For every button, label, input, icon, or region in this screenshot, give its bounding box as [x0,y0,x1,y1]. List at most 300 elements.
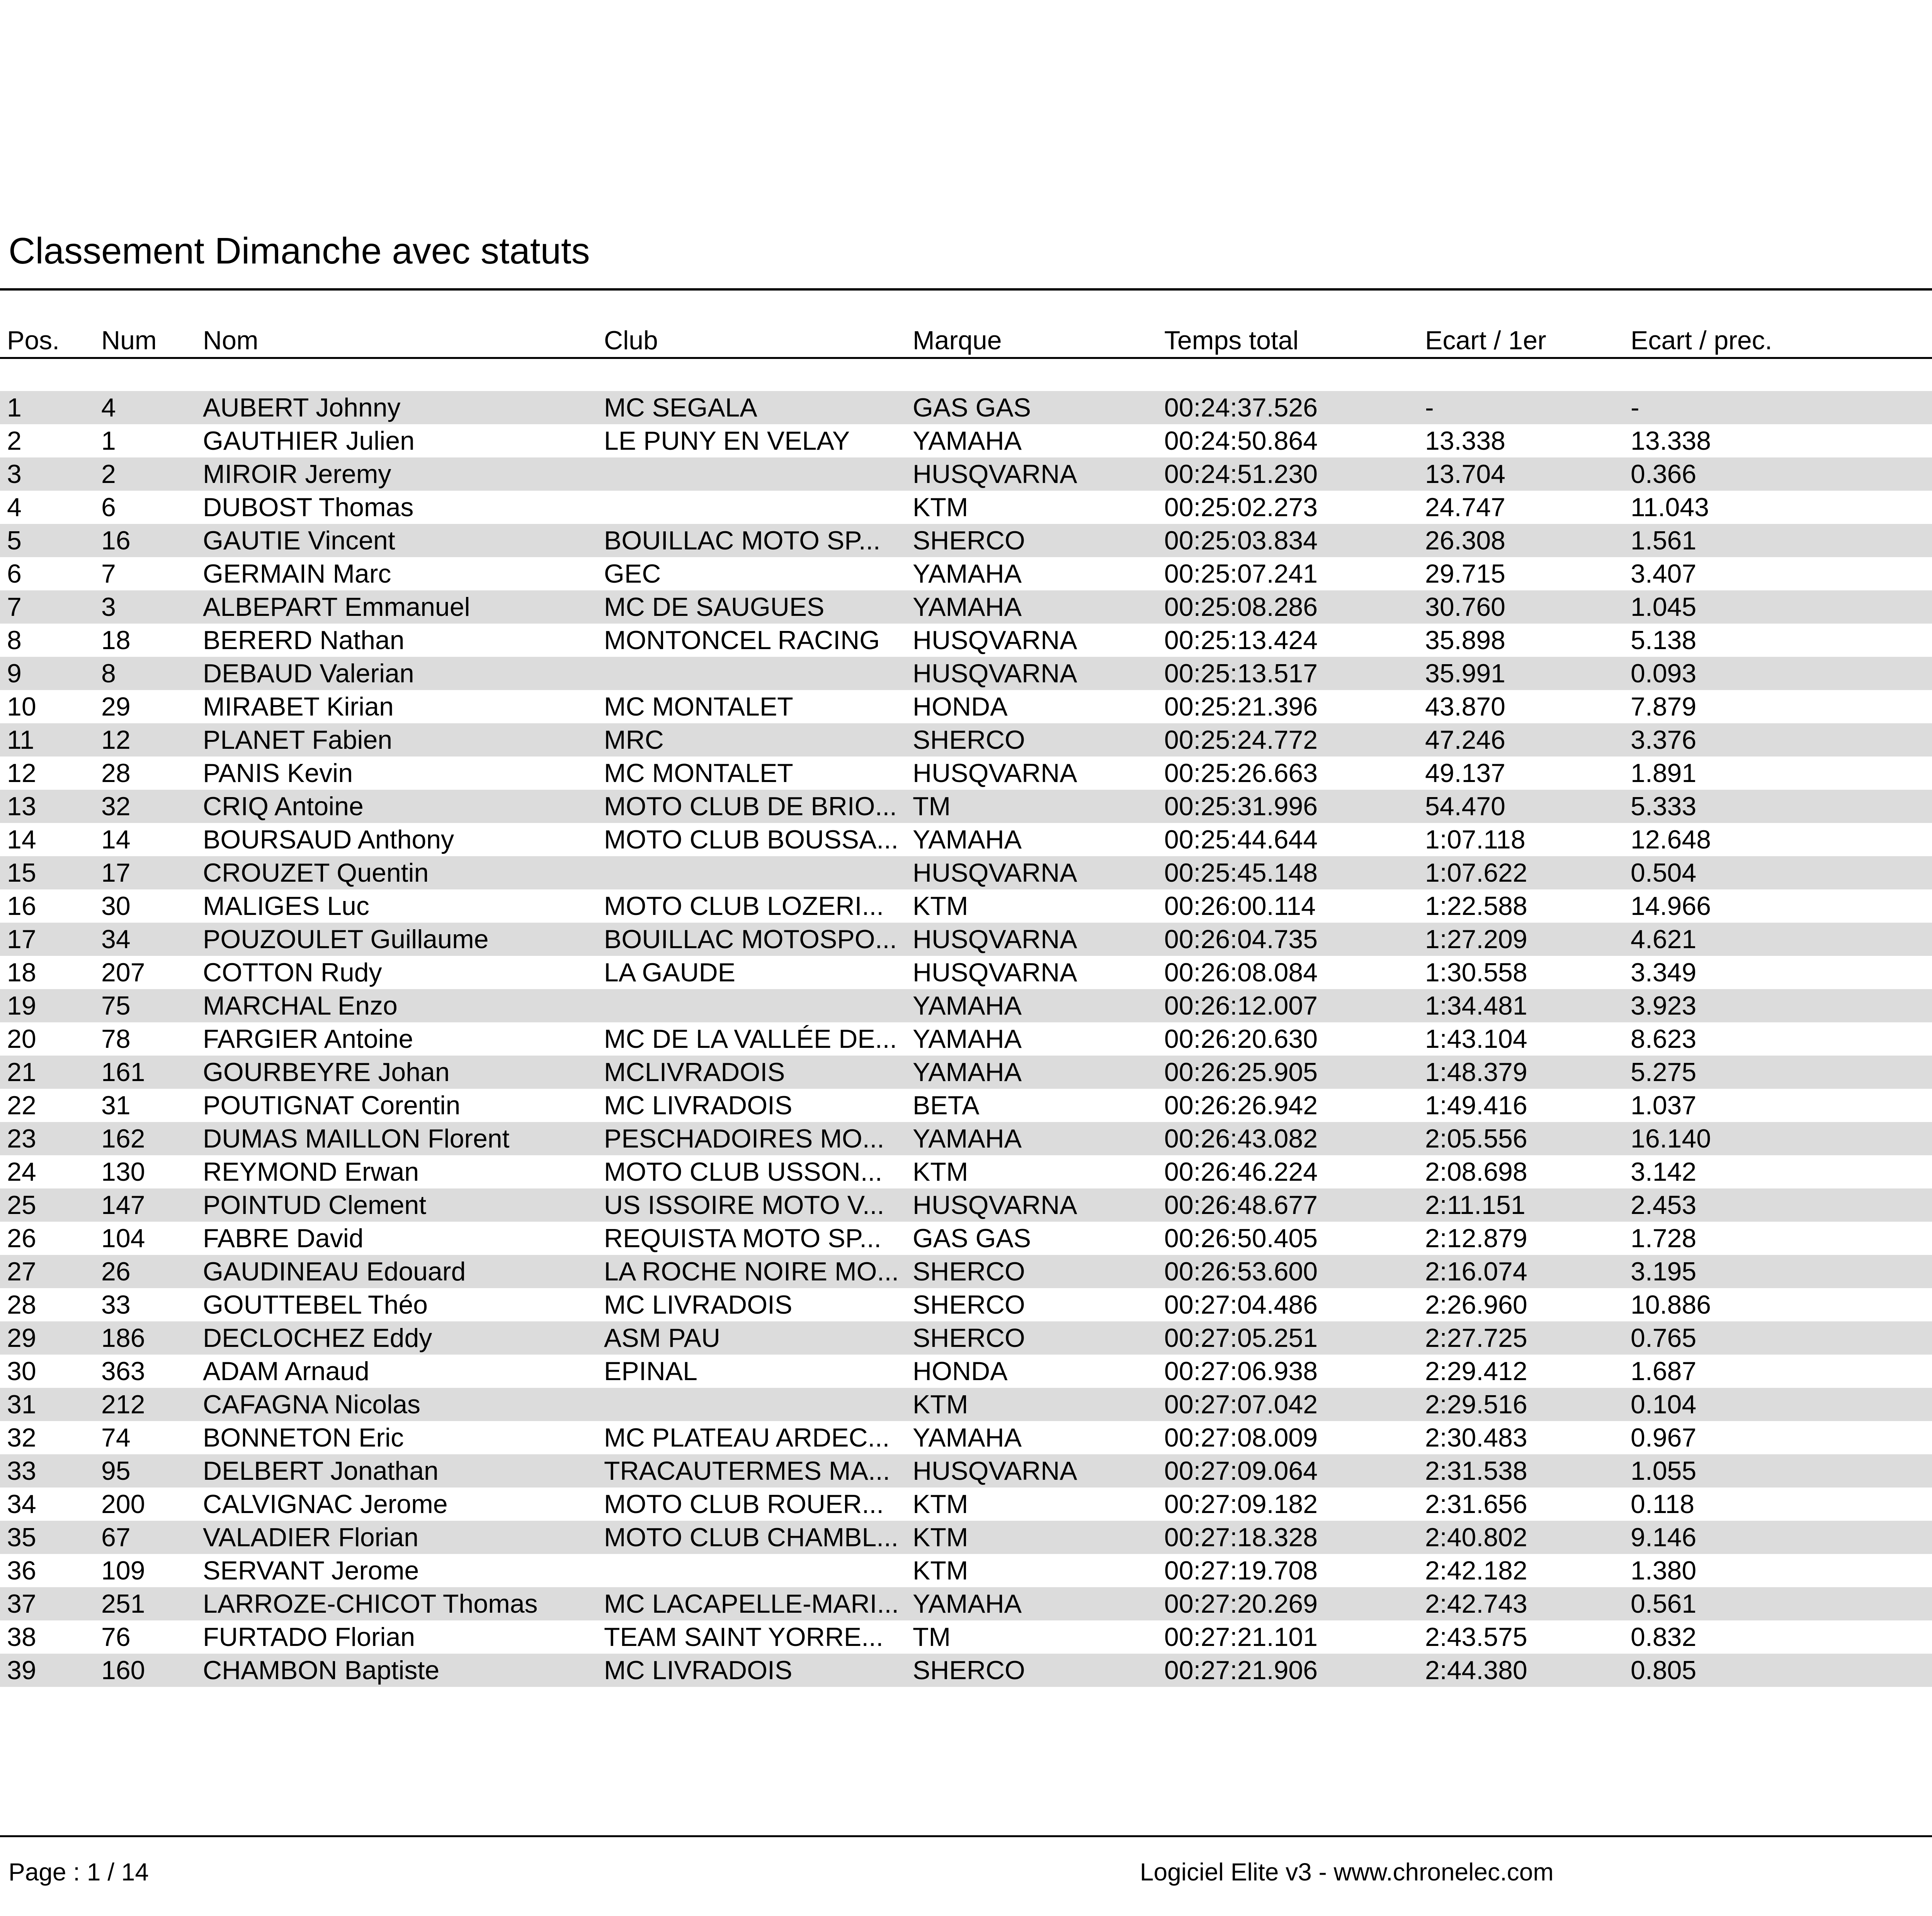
results-table [0,391,1932,1687]
table-row [0,1288,1932,1321]
cell-ecart-1er: 35.991 [1425,659,1505,688]
cell-ecart-1er: 2:30.483 [1425,1423,1527,1452]
cell-ecart-1er: 35.898 [1425,626,1505,655]
title-divider [0,288,1932,291]
cell-pos: 11 [7,725,34,755]
cell-pos: 39 [7,1656,36,1685]
cell-ecart-prec: 3.923 [1631,991,1697,1020]
cell-club: LA GAUDE [604,958,736,987]
cell-marque: YAMAHA [913,1589,1022,1618]
table-row [0,1222,1932,1255]
cell-pos: 7 [7,592,22,622]
cell-num: 147 [101,1190,145,1220]
cell-pos: 32 [7,1423,36,1452]
cell-pos: 13 [7,792,36,821]
cell-marque: KTM [913,1489,968,1519]
cell-temps-total: 00:27:21.101 [1164,1622,1318,1652]
cell-nom: FABRE David [203,1224,364,1253]
cell-ecart-1er: 24.747 [1425,493,1505,522]
cell-temps-total: 00:26:12.007 [1164,991,1318,1020]
cell-num: 26 [101,1257,131,1286]
cell-marque: HUSQVARNA [913,858,1077,887]
cell-club: BOUILLAC MOTOSPO... [604,925,897,954]
cell-pos: 36 [7,1556,36,1585]
cell-ecart-1er: 2:31.538 [1425,1456,1527,1486]
cell-marque: GAS GAS [913,393,1031,422]
page-number: Page : 1 / 14 [9,1858,149,1886]
cell-ecart-1er: 1:30.558 [1425,958,1527,987]
cell-nom: ADAM Arnaud [203,1357,369,1386]
cell-club: MC DE LA VALLÉE DE... [604,1024,897,1054]
cell-ecart-prec: 1.037 [1631,1091,1697,1120]
cell-club: MC MONTALET [604,692,793,721]
cell-nom: POINTUD Clement [203,1190,427,1220]
cell-club: MC LACAPELLE-MARI... [604,1589,899,1618]
table-row [0,723,1932,757]
cell-ecart-1er: 2:11.151 [1425,1190,1526,1220]
cell-pos: 10 [7,692,36,721]
cell-nom: PANIS Kevin [203,758,353,788]
cell-temps-total: 00:27:21.906 [1164,1656,1318,1685]
cell-temps-total: 00:27:04.486 [1164,1290,1318,1319]
cell-nom: CALVIGNAC Jerome [203,1489,448,1519]
table-row [0,491,1932,524]
cell-temps-total: 00:24:50.864 [1164,426,1318,456]
cell-ecart-prec: 1.891 [1631,758,1697,788]
table-row [0,657,1932,690]
table-row [0,524,1932,557]
cell-temps-total: 00:27:20.269 [1164,1589,1318,1618]
cell-ecart-1er: 26.308 [1425,526,1505,555]
cell-marque: HUSQVARNA [913,1190,1077,1220]
table-row [0,1155,1932,1188]
cell-ecart-1er: 1:49.416 [1425,1091,1527,1120]
table-row [0,823,1932,856]
cell-club: MCLIVRADOIS [604,1057,785,1087]
cell-nom: DEBAUD Valerian [203,659,414,688]
cell-club: MRC [604,725,664,755]
cell-ecart-prec: 0.366 [1631,459,1697,489]
cell-num: 207 [101,958,145,987]
cell-num: 1 [101,426,116,456]
cell-marque: GAS GAS [913,1224,1031,1253]
cell-pos: 30 [7,1357,36,1386]
table-row [0,1355,1932,1388]
cell-ecart-1er: 1:48.379 [1425,1057,1527,1087]
cell-num: 17 [101,858,131,887]
header-nom: Nom [203,326,259,355]
cell-club: US ISSOIRE MOTO V... [604,1190,884,1220]
cell-pos: 22 [7,1091,36,1120]
cell-marque: KTM [913,1523,968,1552]
cell-ecart-prec: 0.765 [1631,1323,1697,1353]
software-credit: Logiciel Elite v3 - www.chronelec.com [1140,1858,1554,1886]
cell-pos: 15 [7,858,36,887]
cell-marque: TM [913,792,951,821]
cell-marque: SHERCO [913,1257,1025,1286]
cell-club: MC DE SAUGUES [604,592,825,622]
cell-ecart-1er: 13.338 [1425,426,1505,456]
cell-ecart-prec: 0.118 [1631,1489,1695,1519]
cell-num: 363 [101,1357,145,1386]
cell-marque: HONDA [913,692,1008,721]
cell-num: 8 [101,659,116,688]
cell-num: 95 [101,1456,131,1486]
cell-ecart-prec: 0.832 [1631,1622,1697,1652]
cell-temps-total: 00:26:26.942 [1164,1091,1318,1120]
cell-num: 16 [101,526,131,555]
table-row [0,557,1932,590]
cell-pos: 34 [7,1489,36,1519]
cell-club: MC PLATEAU ARDEC... [604,1423,890,1452]
cell-pos: 20 [7,1024,36,1054]
cell-num: 14 [101,825,131,854]
cell-club: MOTO CLUB ROUER... [604,1489,884,1519]
cell-pos: 38 [7,1622,36,1652]
cell-temps-total: 00:26:53.600 [1164,1257,1318,1286]
cell-ecart-1er: 2:12.879 [1425,1224,1527,1253]
cell-nom: BOURSAUD Anthony [203,825,454,854]
cell-nom: POUTIGNAT Corentin [203,1091,461,1120]
cell-marque: SHERCO [913,1290,1025,1319]
cell-marque: SHERCO [913,526,1025,555]
cell-temps-total: 00:25:08.286 [1164,592,1318,622]
cell-marque: YAMAHA [913,991,1022,1020]
cell-temps-total: 00:25:24.772 [1164,725,1318,755]
header-ecart-prec: Ecart / prec. [1631,326,1772,355]
cell-ecart-prec: 0.104 [1631,1390,1697,1419]
cell-ecart-prec: 1.728 [1631,1224,1697,1253]
cell-ecart-prec: 0.504 [1631,858,1697,887]
cell-nom: DUMAS MAILLON Florent [203,1124,510,1153]
cell-ecart-prec: 14.966 [1631,891,1711,921]
cell-club: EPINAL [604,1357,697,1386]
cell-num: 32 [101,792,131,821]
table-row [0,1388,1932,1421]
cell-club: MC MONTALET [604,758,793,788]
cell-pos: 35 [7,1523,36,1552]
cell-marque: HUSQVARNA [913,626,1077,655]
cell-club: MOTO CLUB BOUSSA... [604,825,899,854]
cell-pos: 14 [7,825,36,854]
cell-ecart-1er: 13.704 [1425,459,1505,489]
cell-nom: SERVANT Jerome [203,1556,419,1585]
cell-num: 4 [101,393,116,422]
table-row [0,391,1932,424]
cell-pos: 12 [7,758,36,788]
cell-ecart-prec: 8.623 [1631,1024,1697,1054]
cell-ecart-1er: 2:26.960 [1425,1290,1527,1319]
cell-num: 3 [101,592,116,622]
cell-club: TRACAUTERMES MA... [604,1456,890,1486]
cell-nom: CROUZET Quentin [203,858,429,887]
cell-num: 251 [101,1589,145,1618]
cell-club: REQUISTA MOTO SP... [604,1224,881,1253]
table-row [0,457,1932,491]
cell-num: 30 [101,891,131,921]
cell-pos: 9 [7,659,22,688]
cell-pos: 5 [7,526,22,555]
cell-marque: YAMAHA [913,1024,1022,1054]
table-row [0,590,1932,624]
cell-nom: POUZOULET Guillaume [203,925,489,954]
cell-num: 33 [101,1290,131,1319]
cell-pos: 25 [7,1190,36,1220]
table-row [0,889,1932,923]
cell-pos: 33 [7,1456,36,1486]
cell-ecart-1er: 2:43.575 [1425,1622,1527,1652]
cell-club: PESCHADOIRES MO... [604,1124,884,1153]
cell-ecart-prec: 5.333 [1631,792,1697,821]
cell-nom: MALIGES Luc [203,891,369,921]
cell-temps-total: 00:26:00.114 [1164,891,1316,921]
table-row [0,1488,1932,1521]
cell-ecart-1er: 49.137 [1425,758,1505,788]
cell-ecart-1er: 29.715 [1425,559,1505,588]
cell-marque: KTM [913,1556,968,1585]
cell-nom: GAUTHIER Julien [203,426,415,456]
cell-ecart-1er: 47.246 [1425,725,1505,755]
cell-ecart-prec: 3.142 [1631,1157,1697,1187]
cell-temps-total: 00:27:07.042 [1164,1390,1318,1419]
cell-ecart-prec: 11.043 [1631,493,1709,522]
table-row [0,1188,1932,1222]
cell-ecart-1er: - [1425,393,1434,422]
cell-ecart-prec: 1.055 [1631,1456,1697,1486]
cell-club: LE PUNY EN VELAY [604,426,850,456]
cell-nom: PLANET Fabien [203,725,393,755]
cell-nom: GAUTIE Vincent [203,526,395,555]
cell-temps-total: 00:25:31.996 [1164,792,1318,821]
cell-pos: 6 [7,559,22,588]
cell-ecart-prec: 1.045 [1631,592,1697,622]
cell-ecart-1er: 2:31.656 [1425,1489,1527,1519]
header-marque: Marque [913,326,1002,355]
cell-club: MC LIVRADOIS [604,1656,793,1685]
cell-ecart-1er: 1:07.622 [1425,858,1527,887]
table-row [0,856,1932,889]
cell-ecart-1er: 2:27.725 [1425,1323,1527,1353]
cell-ecart-1er: 2:44.380 [1425,1656,1527,1685]
cell-club: MC LIVRADOIS [604,1091,793,1120]
table-row [0,624,1932,657]
cell-nom: MIRABET Kirian [203,692,394,721]
cell-ecart-prec: 4.621 [1631,925,1697,954]
cell-ecart-prec: 3.349 [1631,958,1697,987]
cell-num: 6 [101,493,116,522]
cell-club: MC SEGALA [604,393,757,422]
table-row [0,1321,1932,1355]
cell-ecart-prec: 13.338 [1631,426,1711,456]
cell-marque: YAMAHA [913,592,1022,622]
cell-marque: HUSQVARNA [913,459,1077,489]
cell-club: MONTONCEL RACING [604,626,880,655]
cell-num: 12 [101,725,131,755]
cell-marque: HUSQVARNA [913,1456,1077,1486]
cell-marque: HUSQVARNA [913,758,1077,788]
cell-pos: 3 [7,459,22,489]
cell-num: 161 [101,1057,145,1087]
cell-nom: BERERD Nathan [203,626,405,655]
cell-marque: HUSQVARNA [913,925,1077,954]
cell-nom: CAFAGNA Nicolas [203,1390,421,1419]
cell-ecart-1er: 2:05.556 [1425,1124,1527,1153]
cell-club: MC LIVRADOIS [604,1290,793,1319]
cell-pos: 17 [7,925,36,954]
cell-temps-total: 00:25:07.241 [1164,559,1318,588]
page-title: Classement Dimanche avec statuts [9,230,590,272]
table-row [0,1022,1932,1056]
cell-temps-total: 00:25:02.273 [1164,493,1318,522]
header-temps-total: Temps total [1164,326,1299,355]
cell-temps-total: 00:26:46.224 [1164,1157,1318,1187]
cell-club: MOTO CLUB LOZERI... [604,891,884,921]
cell-temps-total: 00:25:13.517 [1164,659,1318,688]
cell-num: 160 [101,1656,145,1685]
cell-marque: HUSQVARNA [913,659,1077,688]
cell-ecart-prec: - [1631,393,1639,422]
cell-ecart-prec: 0.561 [1631,1589,1697,1618]
cell-nom: VALADIER Florian [203,1523,419,1552]
cell-temps-total: 00:26:25.905 [1164,1057,1318,1087]
cell-num: 212 [101,1390,145,1419]
cell-club: MOTO CLUB CHAMBL... [604,1523,898,1552]
cell-marque: HONDA [913,1357,1008,1386]
cell-pos: 29 [7,1323,36,1353]
table-row [0,757,1932,790]
cell-num: 162 [101,1124,145,1153]
cell-ecart-prec: 9.146 [1631,1523,1697,1552]
cell-temps-total: 00:24:37.526 [1164,393,1318,422]
cell-ecart-1er: 43.870 [1425,692,1505,721]
table-row [0,690,1932,723]
table-row [0,1255,1932,1288]
table-row [0,1654,1932,1687]
cell-nom: GERMAIN Marc [203,559,391,588]
cell-temps-total: 00:25:13.424 [1164,626,1318,655]
cell-ecart-1er: 1:07.118 [1425,825,1526,854]
cell-num: 186 [101,1323,145,1353]
cell-ecart-prec: 2.453 [1631,1190,1697,1220]
cell-num: 200 [101,1489,145,1519]
cell-ecart-prec: 0.805 [1631,1656,1697,1685]
cell-club: TEAM SAINT YORRE... [604,1622,883,1652]
cell-club: MOTO CLUB DE BRIO... [604,792,897,821]
cell-num: 74 [101,1423,131,1452]
cell-ecart-prec: 5.275 [1631,1057,1697,1087]
cell-marque: YAMAHA [913,1423,1022,1452]
cell-ecart-1er: 2:29.412 [1425,1357,1527,1386]
cell-nom: FURTADO Florian [203,1622,415,1652]
cell-temps-total: 00:26:20.630 [1164,1024,1318,1054]
header-num: Num [101,326,157,355]
cell-num: 18 [101,626,131,655]
header-pos: Pos. [7,326,60,355]
cell-nom: FARGIER Antoine [203,1024,413,1054]
cell-nom: DUBOST Thomas [203,493,414,522]
cell-temps-total: 00:27:09.182 [1164,1489,1318,1519]
cell-marque: BETA [913,1091,980,1120]
cell-num: 31 [101,1091,131,1120]
cell-ecart-1er: 1:22.588 [1425,891,1527,921]
cell-num: 76 [101,1622,131,1652]
table-row [0,1587,1932,1620]
cell-num: 130 [101,1157,145,1187]
cell-marque: SHERCO [913,725,1025,755]
cell-pos: 8 [7,626,22,655]
cell-num: 2 [101,459,116,489]
cell-club: MOTO CLUB USSON... [604,1157,883,1187]
cell-pos: 27 [7,1257,36,1286]
cell-temps-total: 00:25:03.834 [1164,526,1318,555]
cell-temps-total: 00:25:45.148 [1164,858,1318,887]
cell-ecart-1er: 1:27.209 [1425,925,1527,954]
cell-pos: 16 [7,891,36,921]
table-row [0,1454,1932,1488]
cell-ecart-prec: 1.687 [1631,1357,1697,1386]
cell-temps-total: 00:25:44.644 [1164,825,1318,854]
cell-temps-total: 00:26:48.677 [1164,1190,1318,1220]
table-row [0,1089,1932,1122]
cell-temps-total: 00:25:26.663 [1164,758,1318,788]
cell-temps-total: 00:25:21.396 [1164,692,1318,721]
table-row [0,424,1932,457]
cell-pos: 19 [7,991,36,1020]
cell-temps-total: 00:27:06.938 [1164,1357,1318,1386]
cell-marque: KTM [913,1390,968,1419]
cell-ecart-prec: 3.407 [1631,559,1697,588]
cell-pos: 4 [7,493,22,522]
cell-nom: GAUDINEAU Edouard [203,1257,466,1286]
cell-temps-total: 00:27:08.009 [1164,1423,1318,1452]
cell-temps-total: 00:26:08.084 [1164,958,1318,987]
cell-marque: YAMAHA [913,825,1022,854]
cell-pos: 26 [7,1224,36,1253]
cell-ecart-prec: 16.140 [1631,1124,1711,1153]
cell-ecart-1er: 2:42.743 [1425,1589,1527,1618]
cell-num: 28 [101,758,131,788]
table-header [0,324,1932,357]
cell-nom: COTTON Rudy [203,958,382,987]
cell-ecart-1er: 1:34.481 [1425,991,1527,1020]
table-row [0,1521,1932,1554]
cell-ecart-1er: 2:08.698 [1425,1157,1527,1187]
cell-num: 109 [101,1556,145,1585]
cell-club: LA ROCHE NOIRE MO... [604,1257,899,1286]
cell-marque: YAMAHA [913,559,1022,588]
cell-nom: BONNETON Eric [203,1423,404,1452]
table-row [0,1554,1932,1587]
cell-marque: YAMAHA [913,1057,1022,1087]
table-row [0,1122,1932,1155]
cell-num: 7 [101,559,116,588]
cell-temps-total: 00:27:09.064 [1164,1456,1318,1486]
cell-nom: MARCHAL Enzo [203,991,398,1020]
cell-pos: 24 [7,1157,36,1187]
table-row [0,1421,1932,1454]
footer-divider [0,1835,1932,1837]
table-row [0,790,1932,823]
cell-temps-total: 00:26:50.405 [1164,1224,1318,1253]
cell-nom: DELBERT Jonathan [203,1456,439,1486]
cell-marque: KTM [913,1157,968,1187]
cell-club: ASM PAU [604,1323,721,1353]
cell-marque: KTM [913,493,968,522]
cell-ecart-prec: 10.886 [1631,1290,1711,1319]
cell-num: 34 [101,925,131,954]
cell-ecart-prec: 3.195 [1631,1257,1697,1286]
cell-ecart-prec: 7.879 [1631,692,1697,721]
